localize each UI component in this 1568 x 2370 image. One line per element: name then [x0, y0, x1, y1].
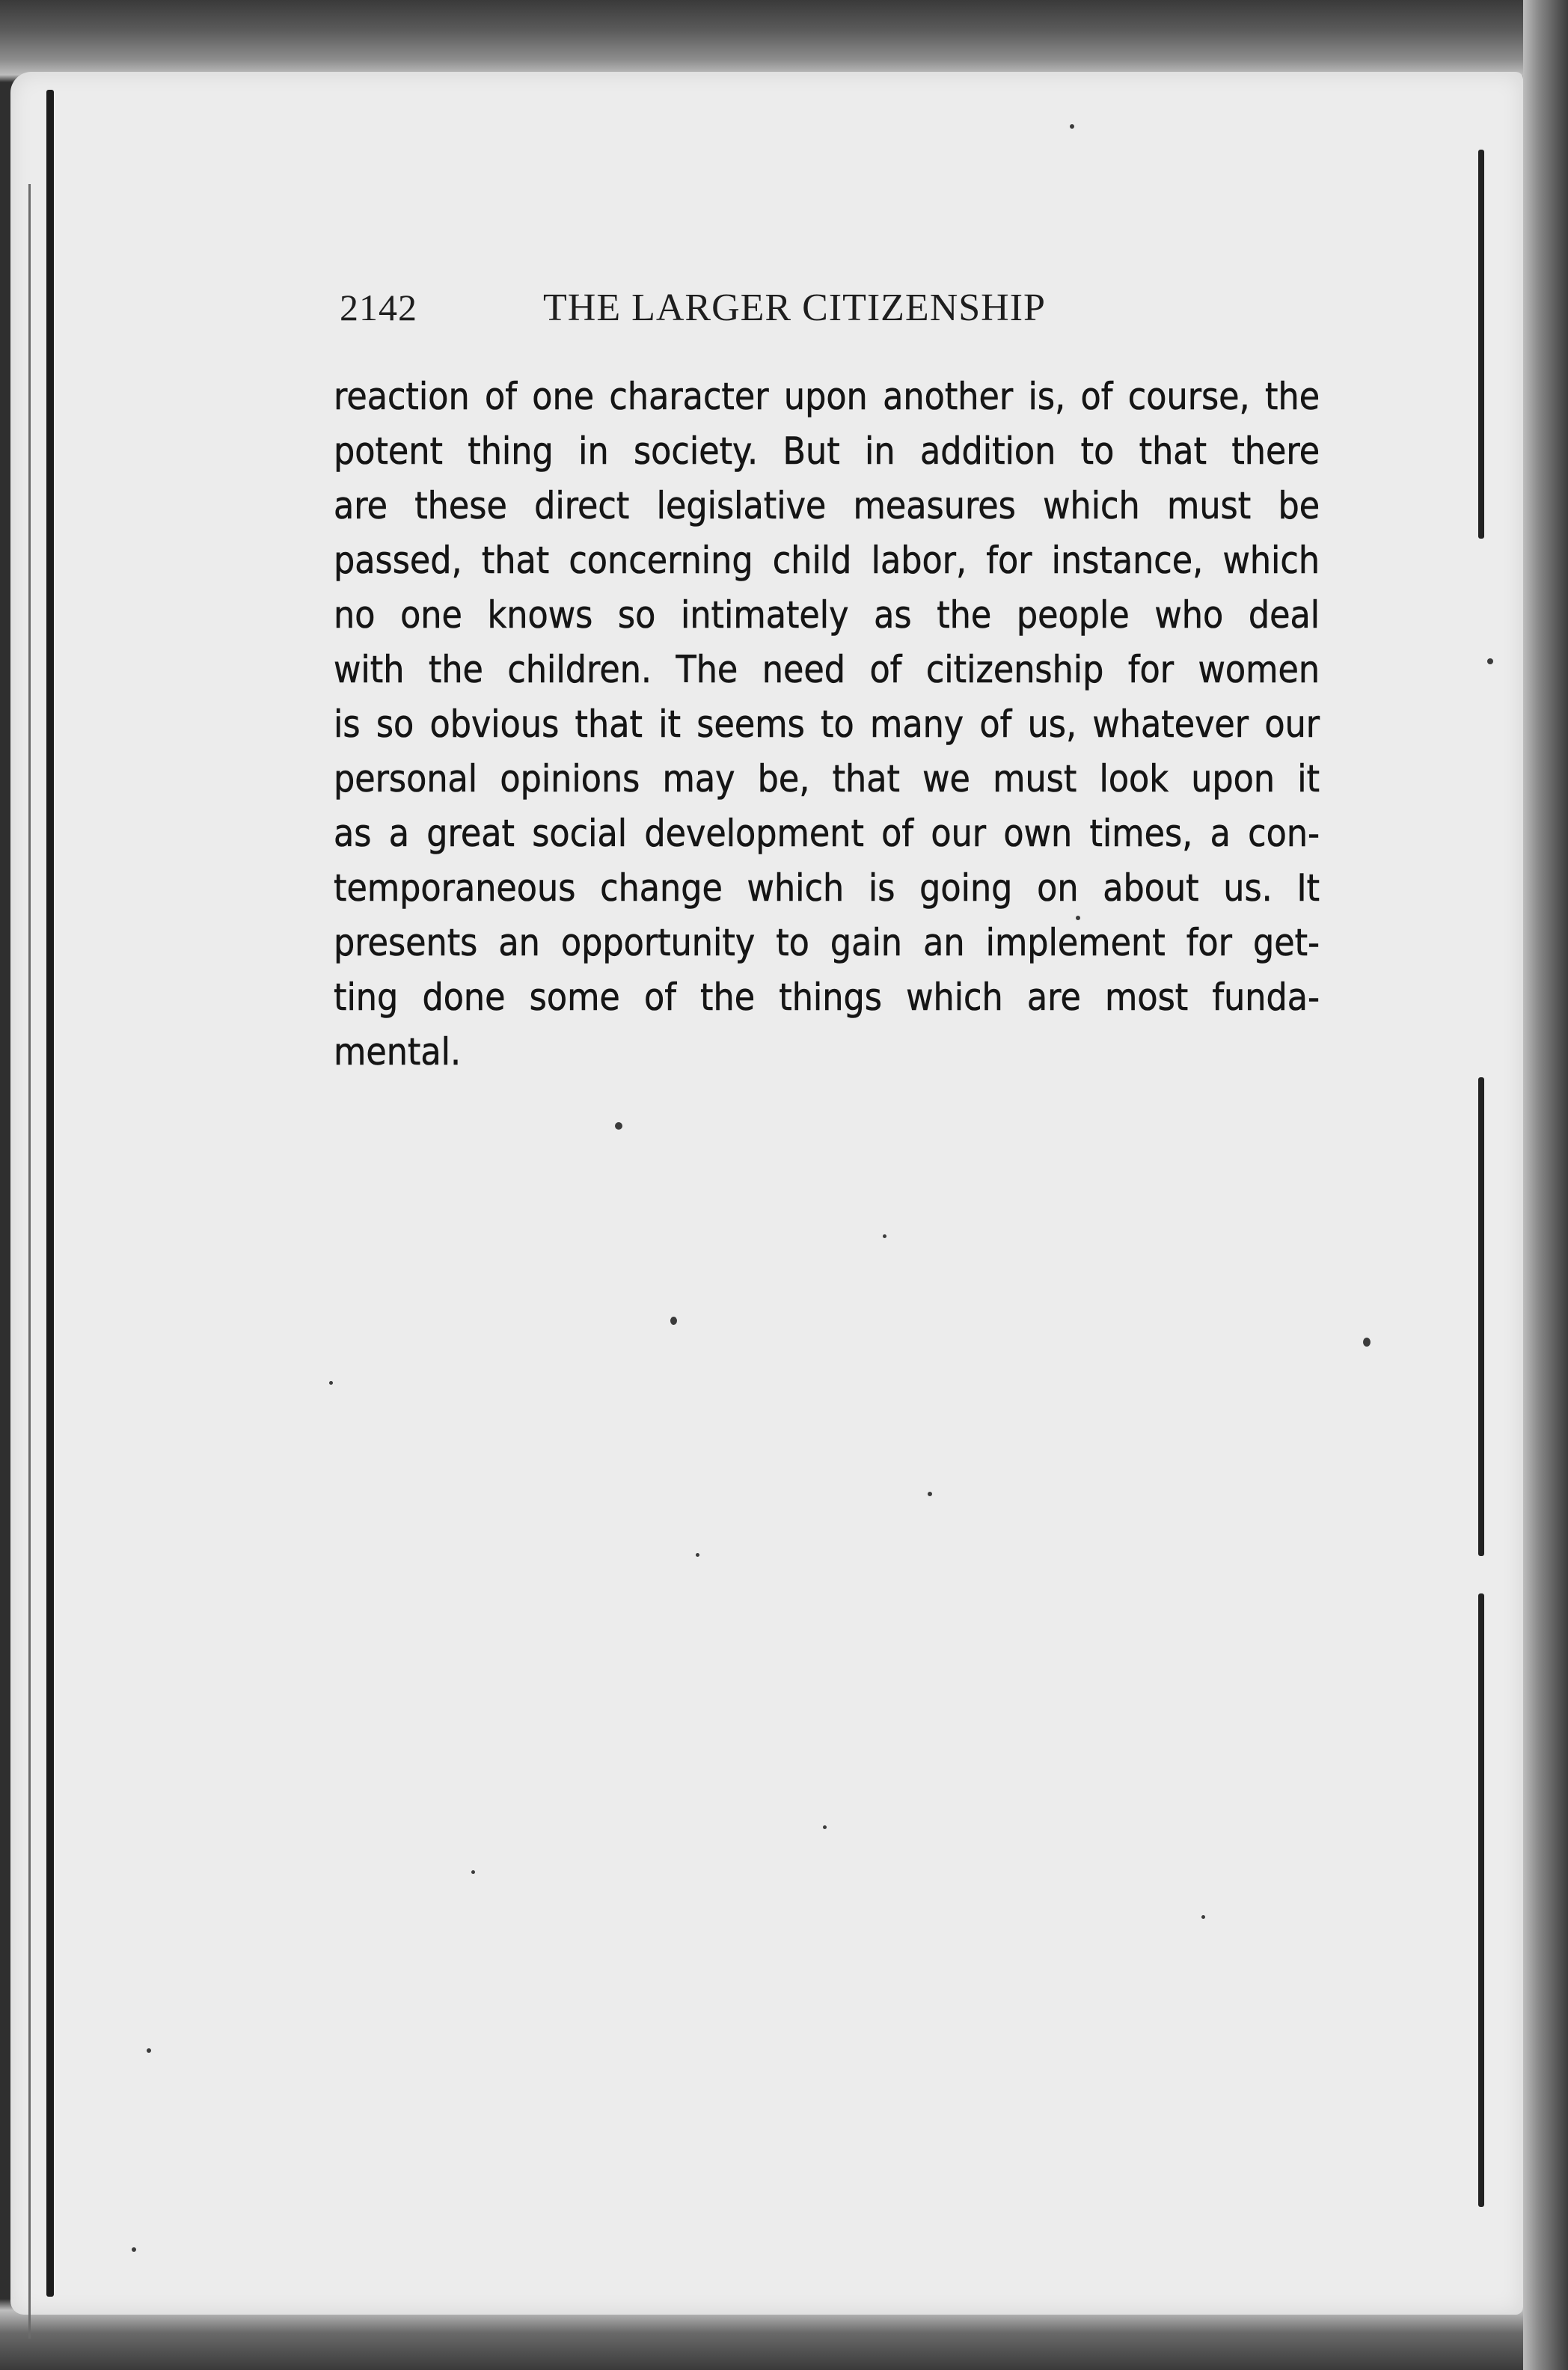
scan-speck — [1487, 658, 1493, 664]
text-line: temporaneous change which is going on about us. It — [334, 866, 1320, 910]
text-line: reaction of one character upon another is, of course, the — [334, 375, 1320, 418]
scan-speck — [1076, 916, 1080, 920]
text-line: with the children. The need of citizenship for women — [334, 648, 1320, 691]
text-line: is so obvious that it seems to many of us, whatever our — [334, 702, 1320, 746]
running-head: THE LARGER CITIZENSHIP — [543, 287, 1046, 329]
scan-speck — [471, 1870, 475, 1874]
scan-speck — [147, 2048, 151, 2053]
text-line: mental. — [334, 1030, 462, 1074]
scan-speck — [1363, 1338, 1371, 1347]
scan-speck — [615, 1122, 622, 1130]
page-right-edge-shadow — [1478, 150, 1484, 539]
scan-speck — [928, 1492, 932, 1496]
page-header — [329, 286, 1167, 338]
text-line: presents an opportunity to gain an implement for get- — [334, 921, 1320, 964]
scan-speck — [696, 1553, 699, 1557]
page-number: 2142 — [340, 287, 417, 328]
text-line: are these direct legislative measures which must be — [334, 484, 1320, 527]
page-edge-thin-rule — [28, 184, 31, 2339]
scan-speck — [670, 1317, 677, 1325]
body-paragraph — [334, 370, 1320, 1080]
scan-speck — [1201, 1915, 1205, 1919]
page-binding-edge — [46, 90, 54, 2297]
scan-speck — [132, 2247, 136, 2252]
text-line: as a great social development of our own times, a con- — [334, 812, 1320, 855]
text-line: ting done some of the things which are most funda- — [334, 976, 1320, 1019]
scan-right-margin — [1523, 0, 1568, 2370]
scan-speck — [883, 1234, 886, 1238]
text-line: potent thing in society. But in addition to that there — [334, 429, 1320, 473]
scan-speck — [1070, 124, 1074, 129]
page-right-edge-shadow — [1478, 1593, 1484, 2207]
page-right-edge-shadow — [1478, 1077, 1484, 1556]
text-line: no one knows so intimately as the people who deal — [334, 593, 1320, 637]
scan-speck — [823, 1825, 827, 1829]
text-line: personal opinions may be, that we must look upon it — [334, 757, 1320, 800]
text-line: passed, that concerning child labor, for instance, which — [334, 539, 1320, 582]
scan-speck — [329, 1381, 333, 1385]
